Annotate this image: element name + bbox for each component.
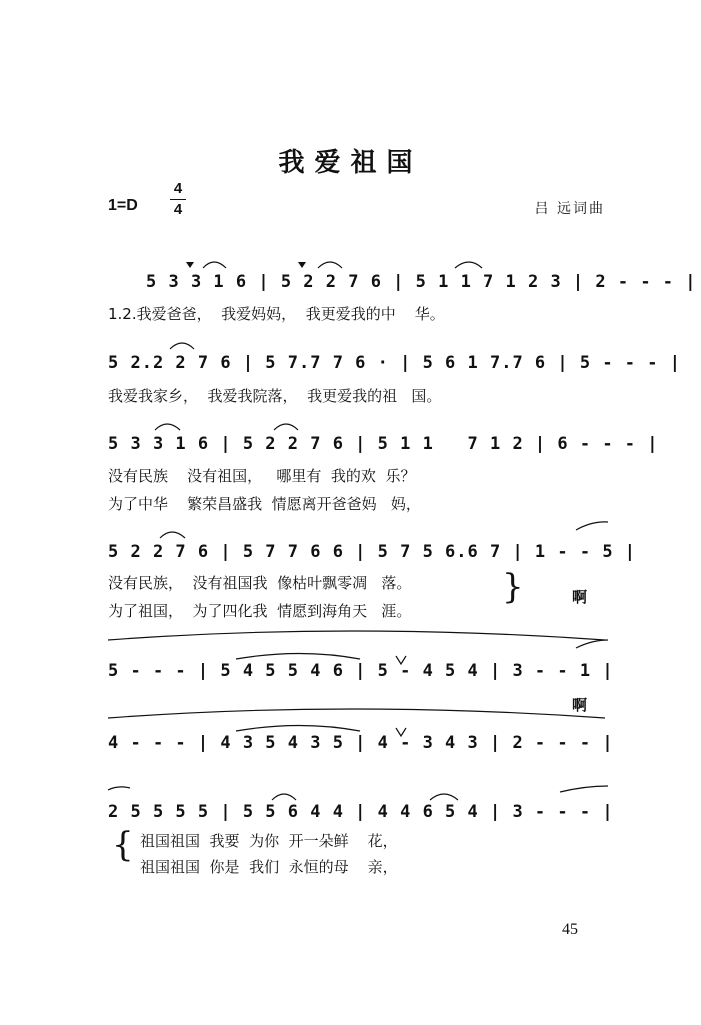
tie-mark [108,631,605,640]
notation-row-4: 5 2 2 7 6 | 5 7 7 6 6 | 5 7 5 6.6 7 | 1 - - 5 | [108,542,637,562]
slur-mark [430,794,458,800]
breath-mark [396,728,406,736]
slur-mark [455,262,482,268]
key-signature: 1=D [108,197,138,214]
lyric-row-4a: 没有民族， 没有祖国我 像枯叶飘零凋 落。 [108,574,412,592]
slur-mark [108,787,130,790]
slur-mark [155,424,180,430]
notation-row-7: 2 5 5 5 5 | 5 5 6 4 4 | 4 4 6 5 4 | 3 - - - | [108,802,614,822]
slur-mark [576,522,608,530]
meter-bottom: 4 [173,201,183,218]
slur-mark [170,343,194,349]
ah-lyric-2: 啊 [572,696,588,714]
lyric-row-7a: 祖国祖国 我要 为你 开一朵鲜 花， [140,832,398,850]
lyric-row-2: 我爱我家乡， 我爱我院落， 我更爱我的祖 国。 [108,387,442,405]
notation-row-1: 5 3 3 1 6 | 5 2 2 7 6 | 5 1 1 7 1 2 3 | 2 - - - | [146,272,697,292]
left-brace-icon: { [112,825,134,865]
lyric-row-1: 1.2.我爱爸爸， 我爱妈妈， 我更爱我的中 华。 [108,305,445,323]
slur-mark [576,640,608,648]
lyric-row-7b: 祖国祖国 你是 我们 永恒的母 亲， [140,858,398,876]
page-number: 45 [562,921,578,938]
accent-mark [186,262,194,268]
tie-mark [108,709,605,718]
right-brace-icon: } [502,567,524,607]
ah-lyric-1: 啊 [572,588,588,606]
notation-row-5: 5 - - - | 5 4 5 5 4 6 | 5 - 4 5 4 | 3 - - 1 | [108,661,614,681]
slur-mark [236,726,360,732]
slur-mark [274,424,298,430]
breath-mark [396,656,406,664]
lyric-row-3b: 为了中华 繁荣昌盛我 情愿离开爸爸妈 妈， [108,495,421,513]
slur-mark [236,654,360,660]
meter-top: 4 [173,180,183,197]
notation-row-3: 5 3 3 1 6 | 5 2 2 7 6 | 5 1 1 7 1 2 | 6 - - - | [108,434,659,454]
accent-mark [298,262,306,268]
slur-mark [318,262,342,268]
notation-row-6: 4 - - - | 4 3 5 4 3 5 | 4 - 3 4 3 | 2 - - - | [108,733,614,753]
author-credit: 吕 远词曲 [534,201,605,217]
slur-mark [272,794,296,800]
slur-mark [203,262,226,268]
lyric-row-3a: 没有民族 没有祖国， 哪里有 我的欢 乐？ [108,467,416,485]
slur-mark [160,532,185,538]
notation-row-2: 5 2.2 2 7 6 | 5 7.7 7 6 · | 5 6 1 7.7 6 | 5 - - - | [108,353,681,373]
lyric-row-4b: 为了祖国， 为了四化我 情愿到海角天 涯。 [108,602,412,620]
slur-mark [560,786,608,792]
song-title: 我爱祖国 [278,148,423,178]
